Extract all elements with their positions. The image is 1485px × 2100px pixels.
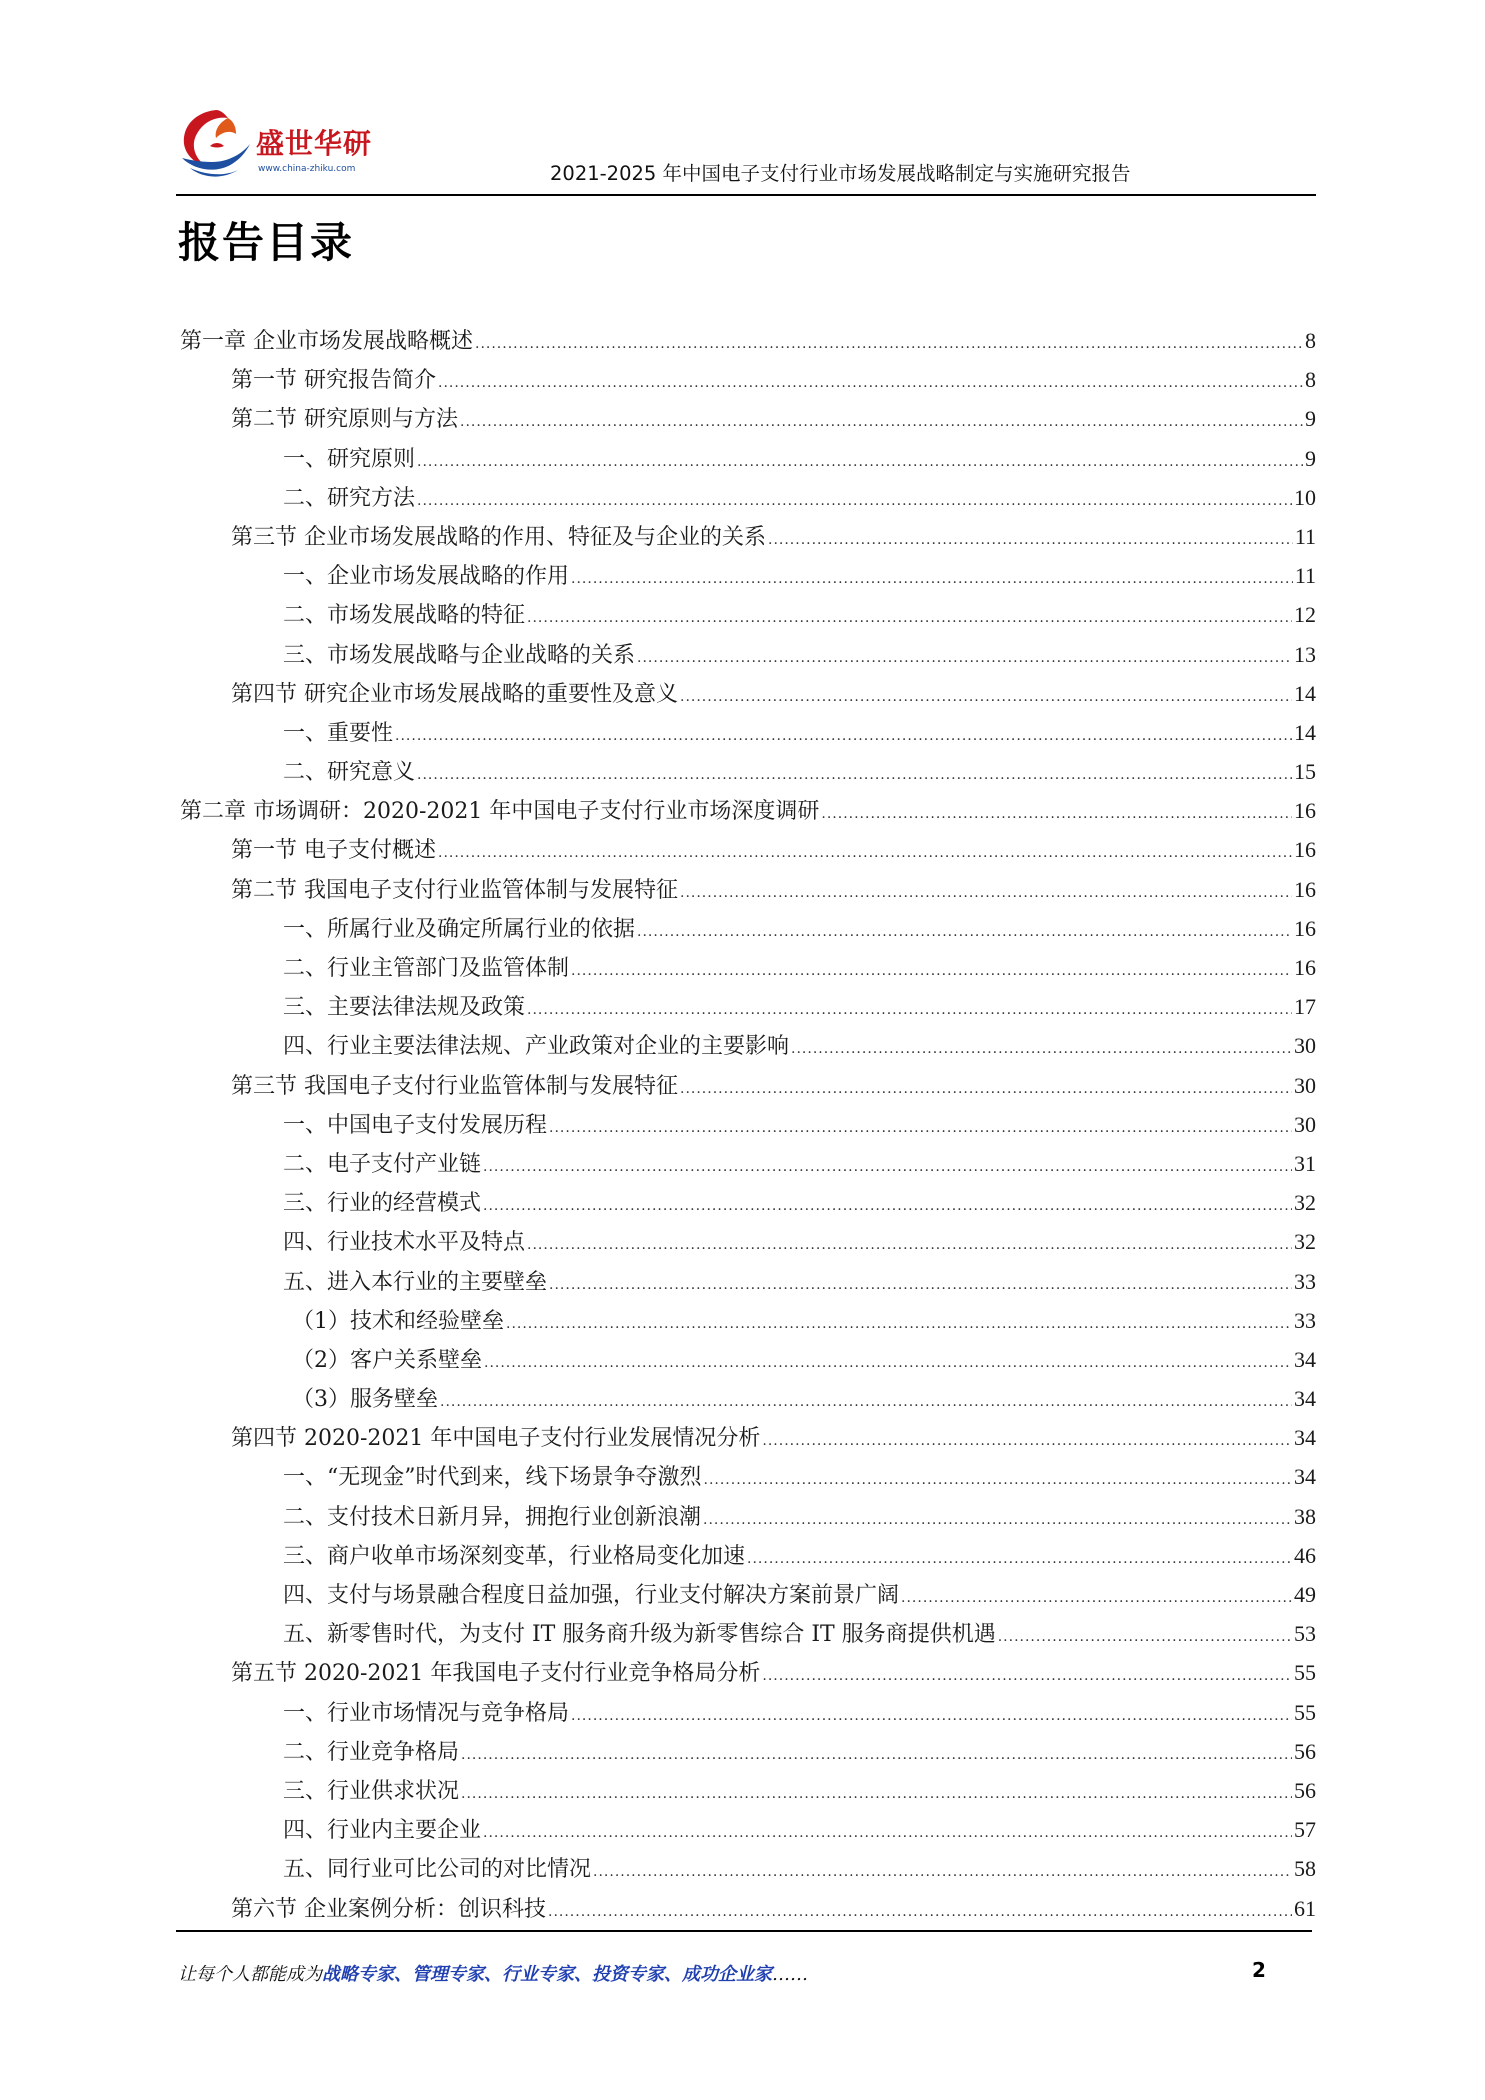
toc-entry[interactable] [180,873,1316,912]
toc-entry-page: 32 [1294,1229,1316,1255]
toc-entry[interactable] [180,1813,1316,1852]
footer-slogan [178,1960,808,1986]
logo-name: 盛世华研 [256,127,373,160]
toc-entry-page: 34 [1294,1386,1316,1412]
toc-entry[interactable] [180,1147,1316,1186]
toc-entry-title: 二、研究方法 [283,485,416,511]
toc-entry-page: 8 [1305,367,1316,393]
toc-entry-title: 一、研究原则 [283,446,416,472]
toc-dot-leader [680,885,1292,901]
slogan-prefix: 让每个人都能成为 [178,1964,322,1985]
toc-entry[interactable] [180,1500,1316,1539]
toc-dot-leader [506,1316,1292,1332]
toc-entry-page: 16 [1294,955,1316,980]
toc-entry-page: 32 [1294,1190,1316,1216]
toc-dot-leader [549,1120,1292,1136]
footer-divider [176,1930,1312,1932]
toc-entry-title: 五、同行业可比公司的对比情况 [283,1857,592,1883]
toc-entry-title: 第三节 我国电子支付行业监管体制与发展特征 [231,1073,678,1099]
toc-dot-leader [704,1472,1293,1488]
toc-entry-title: 二、支付技术日新月异，拥抱行业创新浪潮 [283,1504,702,1530]
toc-entry-page: 58 [1294,1856,1316,1882]
toc-dot-leader [527,1002,1292,1018]
toc-dot-leader [417,454,1303,470]
toc-entry-title: 五、新零售时代，为支付 IT 服务商升级为新零售综合 IT 服务商提供机遇 [283,1622,996,1648]
table-of-contents [180,324,1316,1931]
toc-entry[interactable] [180,1696,1316,1735]
toc-entry[interactable] [180,598,1316,637]
toc-entry-title: 三、行业的经营模式 [283,1191,482,1217]
toc-entry[interactable] [180,1617,1316,1656]
toc-entry[interactable] [180,716,1316,755]
toc-entry-page: 30 [1294,1072,1316,1098]
toc-entry-title: 第五节 2020-2021 年我国电子支付行业竞争格局分析 [231,1661,761,1687]
toc-entry-page: 12 [1294,602,1316,628]
toc-dot-leader [593,1864,1292,1880]
toc-entry[interactable] [180,324,1316,363]
report-title: 2021-2025 年中国电子支付行业市场发展战略制定与实施研究报告 [550,162,1131,185]
toc-entry[interactable] [180,1304,1316,1343]
toc-entry-page: 15 [1294,759,1316,785]
toc-dot-leader [768,532,1293,548]
toc-dot-leader [680,1081,1292,1097]
toc-entry[interactable] [180,1343,1316,1382]
toc-dot-leader [571,571,1293,587]
toc-entry-title: 一、“无现金”时代到来，线下场景争夺激烈 [283,1465,702,1491]
toc-entry-page: 30 [1294,1033,1316,1059]
toc-entry-page: 53 [1294,1621,1316,1647]
toc-entry[interactable] [180,1578,1316,1617]
toc-entry[interactable] [180,1029,1316,1068]
toc-entry[interactable] [180,1265,1316,1304]
toc-dot-leader [747,1551,1292,1567]
toc-dot-leader [548,1904,1292,1920]
toc-entry[interactable] [180,1225,1316,1264]
toc-dot-leader [762,1668,1292,1684]
toc-dot-leader [484,1355,1292,1371]
toc-entry-page: 33 [1294,1307,1316,1333]
toc-entry[interactable] [180,833,1316,872]
toc-entry-page: 14 [1294,680,1316,706]
toc-dot-leader [901,1590,1292,1606]
toc-entry-title: （2）客户关系壁垒 [292,1347,482,1373]
toc-entry[interactable] [180,951,1316,990]
toc-entry[interactable] [180,559,1316,598]
toc-entry[interactable] [180,677,1316,716]
toc-entry[interactable] [180,1735,1316,1774]
toc-dot-leader [791,1041,1292,1057]
toc-dot-leader [527,1237,1292,1253]
toc-entry-page: 16 [1294,915,1316,941]
toc-entry-page: 55 [1294,1660,1316,1686]
toc-dot-leader [571,963,1292,979]
toc-entry[interactable] [180,1656,1316,1695]
toc-entry-page: 11 [1294,563,1316,589]
toc-entry-page: 11 [1294,523,1316,549]
toc-dot-leader [438,375,1303,391]
toc-entry-title: 一、重要性 [283,720,394,746]
toc-entry-title: 第二节 我国电子支付行业监管体制与发展特征 [231,877,678,903]
toc-dot-leader [440,1394,1292,1410]
toc-entry-title: 第四节 研究企业市场发展战略的重要性及意义 [231,681,678,707]
toc-entry[interactable] [180,1892,1316,1931]
toc-dot-leader [637,924,1292,940]
toc-entry[interactable] [180,755,1316,794]
toc-entry-title: 四、行业内主要企业 [283,1818,482,1844]
toc-entry-title: （1）技术和经验壁垒 [292,1308,504,1334]
company-logo [176,104,376,184]
toc-entry-title: 第一章 企业市场发展战略概述 [180,329,473,354]
toc-entry-page: 8 [1305,328,1316,353]
toc-entry[interactable] [180,1382,1316,1421]
toc-entry-page: 46 [1294,1542,1316,1568]
toc-entry[interactable] [180,363,1316,402]
toc-entry[interactable] [180,638,1316,677]
toc-entry[interactable] [180,1186,1316,1225]
toc-entry-title: 一、行业市场情况与竞争格局 [283,1700,570,1726]
toc-dot-leader [680,689,1292,705]
toc-dot-leader [549,1277,1292,1293]
toc-entry-page: 9 [1305,406,1316,432]
toc-entry-page: 16 [1294,876,1316,902]
toc-entry-page: 34 [1294,1346,1316,1372]
page-number: 2 [1252,1958,1266,1982]
toc-entry-title: 二、行业主管部门及监管体制 [283,956,570,981]
toc-entry-title: 第二章 市场调研：2020-2021 年中国电子支付行业市场深度调研 [180,799,820,825]
toc-entry[interactable] [180,1460,1316,1499]
toc-entry-page: 17 [1294,994,1316,1020]
toc-entry[interactable] [180,794,1316,833]
toc-entry-title: 三、主要法律法规及政策 [283,995,526,1021]
toc-entry-title: 第四节 2020-2021 年中国电子支付行业发展情况分析 [231,1426,761,1452]
toc-entry-title: 二、研究意义 [283,760,416,786]
toc-entry[interactable] [180,402,1316,441]
toc-dot-leader [703,1512,1292,1528]
toc-entry-title: 第二节 研究原则与方法 [231,407,458,433]
toc-entry-title: 三、商户收单市场深刻变革，行业格局变化加速 [283,1543,746,1569]
toc-entry[interactable] [180,1539,1316,1578]
toc-entry-page: 13 [1294,641,1316,667]
toc-dot-leader [461,1747,1292,1763]
toc-entry-title: 四、支付与场景融合程度日益加强，行业支付解决方案前景广阔 [283,1583,900,1608]
header-divider [176,194,1316,196]
toc-dot-leader [475,336,1303,352]
toc-entry-title: 一、所属行业及确定所属行业的依据 [283,916,636,942]
toc-entry[interactable] [180,1852,1316,1891]
toc-entry-title: 一、中国电子支付发展历程 [283,1112,548,1138]
toc-dot-leader [395,728,1292,744]
toc-entry[interactable] [180,1774,1316,1813]
toc-entry-page: 56 [1294,1777,1316,1803]
toc-dot-leader [527,610,1292,626]
toc-dot-leader [998,1629,1292,1645]
toc-entry-page: 38 [1294,1503,1316,1529]
logo-emblem-icon [176,104,254,184]
toc-entry-page: 34 [1294,1425,1316,1451]
toc-entry-title: 第一节 研究报告简介 [231,368,436,394]
toc-entry[interactable] [180,520,1316,559]
toc-entry-page: 10 [1294,484,1316,510]
toc-entry-title: 一、企业市场发展战略的作用 [283,564,570,590]
toc-entry-title: 二、行业竞争格局 [283,1739,460,1765]
toc-entry-page: 9 [1305,445,1316,471]
logo-url: www.china-zhiku.com [258,164,356,174]
toc-entry[interactable] [180,1108,1316,1147]
toc-entry-title: 四、行业技术水平及特点 [283,1230,526,1256]
toc-dot-leader [571,1708,1292,1724]
toc-entry-title: （3）服务壁垒 [292,1387,438,1413]
toc-entry-title: 四、行业主要法律法规、产业政策对企业的主要影响 [283,1034,790,1060]
toc-entry[interactable] [180,990,1316,1029]
toc-dot-leader [461,1786,1292,1802]
toc-dot-leader [483,1825,1292,1841]
toc-entry-page: 31 [1294,1150,1316,1176]
toc-dot-leader [417,493,1292,509]
toc-entry[interactable] [180,912,1316,951]
toc-entry-page: 16 [1294,798,1316,824]
toc-entry-page: 30 [1294,1111,1316,1137]
toc-dot-leader [637,650,1292,666]
toc-dot-leader [417,767,1292,783]
toc-entry-title: 二、电子支付产业链 [283,1151,482,1177]
page-title: 报告目录 [178,218,355,267]
toc-entry-page: 14 [1294,719,1316,745]
toc-dot-leader [821,806,1292,822]
toc-entry-page: 16 [1294,837,1316,863]
toc-entry-page: 34 [1294,1464,1316,1490]
toc-entry-page: 61 [1294,1895,1316,1921]
toc-entry-page: 57 [1294,1817,1316,1843]
toc-entry-title: 第六节 企业案例分析：创识科技 [231,1896,546,1922]
toc-entry-page: 55 [1294,1699,1316,1725]
toc-entry-page: 33 [1294,1268,1316,1294]
toc-entry-page: 56 [1294,1738,1316,1764]
toc-entry-title: 第三节 企业市场发展战略的作用、特征及与企业的关系 [231,524,766,550]
toc-entry[interactable] [180,1069,1316,1108]
toc-entry[interactable] [180,1421,1316,1460]
toc-entry-title: 五、进入本行业的主要壁垒 [283,1269,548,1295]
toc-entry[interactable] [180,442,1316,481]
toc-entry-title: 三、行业供求状况 [283,1778,460,1804]
toc-dot-leader [483,1198,1292,1214]
toc-dot-leader [460,414,1303,430]
toc-entry-title: 三、市场发展战略与企业战略的关系 [283,642,636,668]
toc-entry-title: 第一节 电子支付概述 [231,838,436,864]
toc-dot-leader [483,1159,1292,1175]
slogan-suffix: …… [772,1964,808,1985]
toc-entry[interactable] [180,481,1316,520]
toc-entry-page: 49 [1294,1582,1316,1607]
toc-dot-leader [438,845,1292,861]
toc-entry-title: 二、市场发展战略的特征 [283,603,526,629]
slogan-accent: 战略专家、管理专家、行业专家、投资专家、成功企业家 [322,1964,772,1985]
toc-dot-leader [762,1433,1292,1449]
